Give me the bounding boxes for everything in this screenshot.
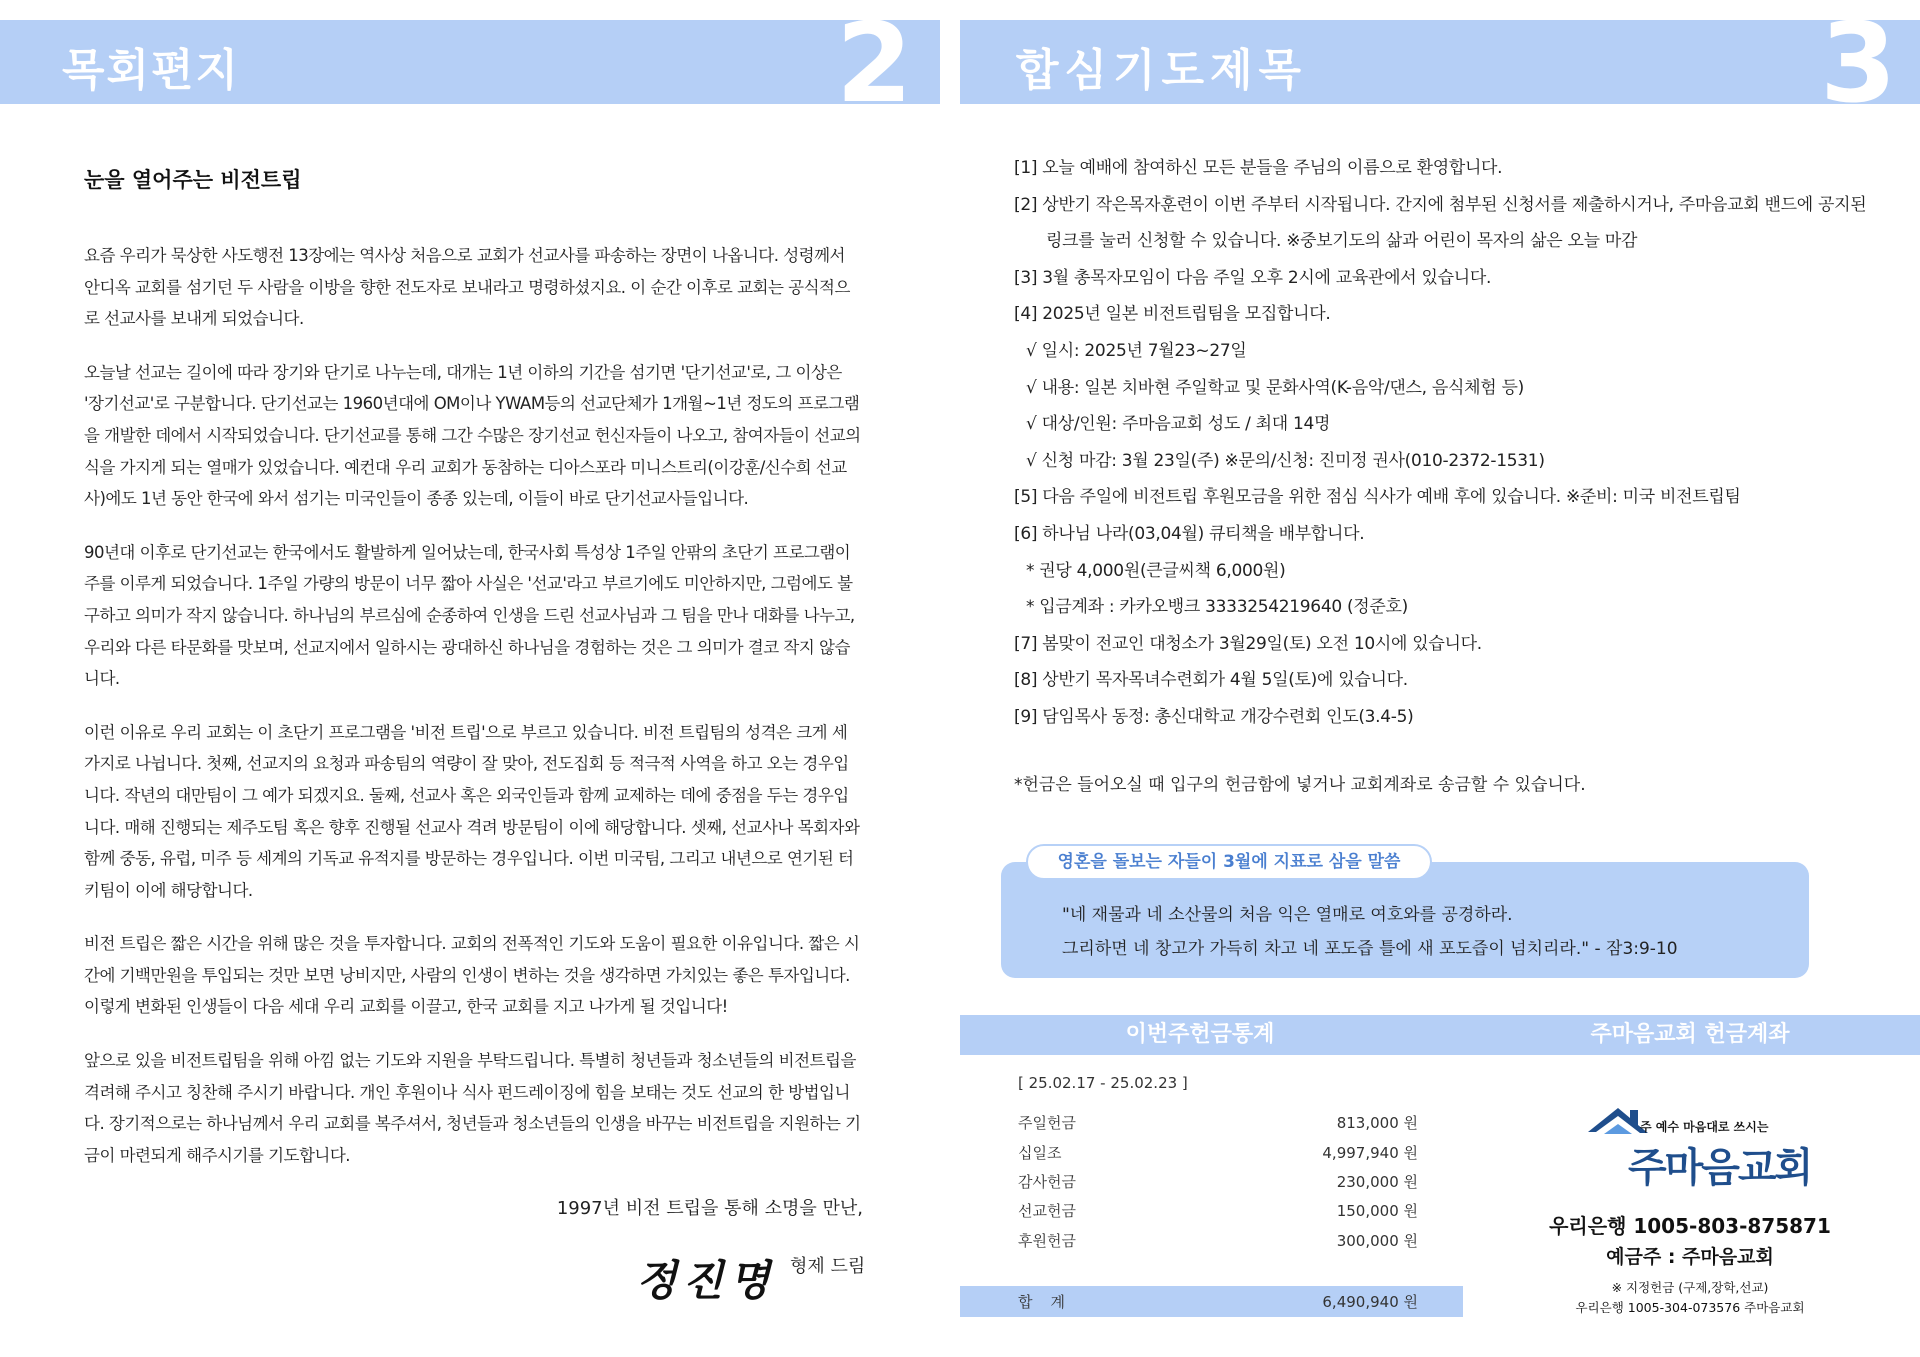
logo-name: 주마음교회 <box>1628 1145 1812 1191</box>
letter-paragraph: 요즘 우리가 묵상한 사도행전 13장에는 역사상 처음으로 교회가 선교사를 파송하는 장면이 나옵니다. 성령께서 안디옥 교회를 섬기던 두 사람을 이방을 향한 전도자로 보내라고 명령하셨지요. 이 순간 이후로 교회는 공식적으로 선교사를 보내게 되었습니다. <box>84 246 850 329</box>
page-number-left: 2 <box>836 0 913 127</box>
offering-label: 십일조 <box>1018 1144 1062 1162</box>
offering-note: *헌금은 들어오실 때 입구의 헌금함에 넣거나 교회계좌로 송금할 수 있습니다. <box>1014 775 1586 795</box>
prayer-item: √ 대상/인원: 주마음교회 성도 / 최대 14명 <box>1026 414 1331 435</box>
church-account-title: 주마음교회 헌금계좌 <box>1590 1022 1790 1047</box>
offering-stats-title: 이번주헌금통계 <box>1125 1022 1275 1047</box>
letter-title: 눈을 열어주는 비전트립 <box>84 168 302 192</box>
logo-tagline: 주 예수 마음대로 쓰시는 <box>1640 1120 1769 1134</box>
prayer-item: √ 신청 마감: 3월 23일(주) ※문의/신청: 진미정 권사(010-2372-1531) <box>1026 450 1545 471</box>
prayer-item: [5] 다음 주일에 비전트립 후원모금을 위한 점심 식사가 예배 후에 있습니다. ※준비: 미국 비전트립팀 <box>1014 487 1741 508</box>
offering-label: 감사헌금 <box>1018 1173 1076 1191</box>
letter-paragraph: 앞으로 있을 비전트립팀을 위해 아낌 없는 기도와 지원을 부탁드립니다. 특별히 청년들과 청소년들의 비전트립을 격려해 주시고 칭찬해 주시기 바랍니다. 개인 후원이나 식사 펀드레이징에 힘을 보태는 것도 선교의 한 방법입니다. 장기적으로는 하나님께서 우리 교회를 복주셔서, 청년들과 청소년들의 인생을 바꾸는 비전트립을 지원하는 기금이 마련되게 해주시기를 기도합니다. <box>84 1051 861 1165</box>
prayer-item: [2] 상반기 작은목자훈련이 이번 주부터 시작됩니다. 간지에 첨부된 신청서를 제출하시거나, 주마음교회 밴드에 공지된 <box>1014 194 1867 215</box>
section-title-prayer: 합심기도제목 <box>1016 45 1308 96</box>
offering-row <box>1018 1200 1418 1228</box>
offering-label: 후원헌금 <box>1018 1232 1076 1250</box>
prayer-item: * 권당 4,000원(큰글씨책 6,000원) <box>1026 560 1286 581</box>
letter-paragraph: 90년대 이후로 단기선교는 한국에서도 활발하게 일어났는데, 한국사회 특성상 1주일 안팎의 초단기 프로그램이 주를 이루게 되었습니다. 1주일 가량의 방문이 너무 짧아 사실은 '선교'라고 부르기에도 미안하지만, 그럼에도 불구하고 의미가 작지 않습니다. 하나님의 부르심에 순종하여 인생을 드린 선교사님과 그 팀을 만나 대화를 나누고, 우리와 다른 타문화를 맛보며, 선교지에서 일하시는 광대하신 하나님을 경험하는 것은 그 의미가 결코 작지 않습니다. <box>84 542 855 689</box>
letter-paragraph: 오늘날 선교는 길이에 따라 장기와 단기로 나누는데, 대개는 1년 이하의 기간을 섬기면 '단기선교'로, 그 이상은 '장기선교'로 구분합니다. 단기선교는 1960년대에 OM이나 YWAM등의 선교단체가 1개월~1년 정도의 프로그램을 개발한 데에서 시작되었습니다. 단기선교를 통해 그간 수많은 장기선교 헌신자들이 나오고, 참여자들이 선교의식을 가지게 되는 열매가 있었습니다. 예컨대 우리 교회가 동참하는 디아스포라 미니스트리(이강훈/신수희 선교사)에도 1년 동안 한국에 와서 섬기는 미국인들이 종종 있는데, 이들이 바로 단기선교사들입니다. <box>84 362 861 509</box>
account-holder: 예금주 : 주마음교회 <box>1606 1246 1774 1268</box>
verse-line: 그리하면 네 창고가 가득히 차고 네 포도즙 틀에 새 포도즙이 넘치리라." - 잠3:9-10 <box>1062 939 1678 959</box>
page-number-right: 3 <box>1820 0 1897 127</box>
signature-suffix: 형제 드림 <box>790 1256 866 1277</box>
prayer-item: √ 내용: 일본 치바현 주일학교 및 문화사역(K-음악/댄스, 음식체험 등) <box>1026 377 1524 398</box>
offering-total-value: 6,490,940 원 <box>1322 1293 1418 1311</box>
verse-tab-label: 영혼을 돌보는 자들이 3월에 지표로 삼을 말씀 <box>1026 844 1432 880</box>
signature: 정진명 <box>636 1256 776 1305</box>
letter-closing: 1997년 비전 트립을 통해 소명을 만난, <box>556 1198 863 1219</box>
offering-label: 선교헌금 <box>1018 1202 1076 1220</box>
bank-account: 우리은행 1005-803-875871 <box>1549 1214 1831 1238</box>
prayer-item: √ 일시: 2025년 7월23~27일 <box>1026 340 1247 361</box>
offering-value: 230,000 원 <box>1336 1173 1418 1191</box>
designated-offering-note: ※ 지정헌금 (구제,장학,선교) <box>1611 1280 1769 1295</box>
offering-value: 4,997,940 원 <box>1322 1144 1418 1162</box>
offering-row <box>1018 1230 1418 1258</box>
prayer-item: 링크를 눌러 신청할 수 있습니다. ※중보기도의 삶과 어린이 목자의 삶은 오늘 마감 <box>1046 231 1638 252</box>
letter-body <box>84 240 864 1193</box>
verse-line: "네 재물과 네 소산물의 처음 익은 열매로 여호와를 공경하라. <box>1062 905 1513 925</box>
offering-period: [ 25.02.17 - 25.02.23 ] <box>1018 1074 1188 1092</box>
offering-value: 150,000 원 <box>1336 1202 1418 1220</box>
letter-paragraph: 이런 이유로 우리 교회는 이 초단기 프로그램을 '비전 트립'으로 부르고 있습니다. 비전 트립팀의 성격은 크게 세 가지로 나뉩니다. 첫째, 선교지의 요청과 파송팀의 역량이 잘 맞아, 전도집회 등 적극적 사역을 하고 오는 경우입니다. 작년의 대만팀이 그 예가 되겠지요. 둘째, 선교사 혹은 외국인들과 함께 교제하는 데에 중점을 두는 경우입니다. 매해 진행되는 제주도팀 혹은 향후 진행될 선교사 격려 방문팀이 이에 해당합니다. 셋째, 선교사나 목회자와 함께 중동, 유럽, 미주 등 세계의 기독교 유적지를 방문하는 경우입니다. 이번 미국팀, 그리고 내년으로 연기된 터키팀이 이에 해당합니다. <box>84 722 860 900</box>
offering-row <box>1018 1171 1418 1199</box>
offering-total-label: 합계 <box>1018 1293 1083 1311</box>
prayer-item: [4] 2025년 일본 비전트립팀을 모집합니다. <box>1014 304 1331 325</box>
offering-value: 813,000 원 <box>1336 1114 1418 1132</box>
prayer-list <box>1014 150 1874 736</box>
prayer-item: * 입금계좌 : 카카오뱅크 3333254219640 (정준호) <box>1026 597 1408 618</box>
prayer-item: [8] 상반기 목자목녀수련회가 4월 5일(토)에 있습니다. <box>1014 670 1408 691</box>
prayer-item: [9] 담임목사 동정: 총신대학교 개강수련회 인도(3.4-5) <box>1014 706 1414 727</box>
offering-label: 주일헌금 <box>1018 1114 1076 1132</box>
prayer-item: [6] 하나님 나라(03,04월) 큐티책을 배부합니다. <box>1014 523 1365 544</box>
letter-paragraph: 비전 트립은 짧은 시간을 위해 많은 것을 투자합니다. 교회의 전폭적인 기도와 도움이 필요한 이유입니다. 짧은 시간에 기백만원을 투입되는 것만 보면 낭비지만, 사람의 인생이 변하는 것을 생각하면 가치있는 좋은 투자입니다. 이렇게 변화된 인생들이 다음 세대 우리 교회를 이끌고, 한국 교회를 지고 나가게 될 것입니다! <box>84 934 860 1017</box>
prayer-item: [7] 봄맞이 전교인 대청소가 3월29일(토) 오전 10시에 있습니다. <box>1014 633 1482 654</box>
section-title-pastoral-letter: 목회편지 <box>62 45 241 96</box>
designated-offering-account: 우리은행 1005-304-073576 주마음교회 <box>1575 1300 1805 1315</box>
offering-row <box>1018 1112 1418 1140</box>
prayer-item: [1] 오늘 예배에 참여하신 모든 분들을 주님의 이름으로 환영합니다. <box>1014 158 1503 178</box>
prayer-item: [3] 3월 총목자모임이 다음 주일 오후 2시에 교육관에서 있습니다. <box>1014 267 1492 288</box>
offering-value: 300,000 원 <box>1336 1232 1418 1250</box>
offering-row <box>1018 1142 1418 1170</box>
